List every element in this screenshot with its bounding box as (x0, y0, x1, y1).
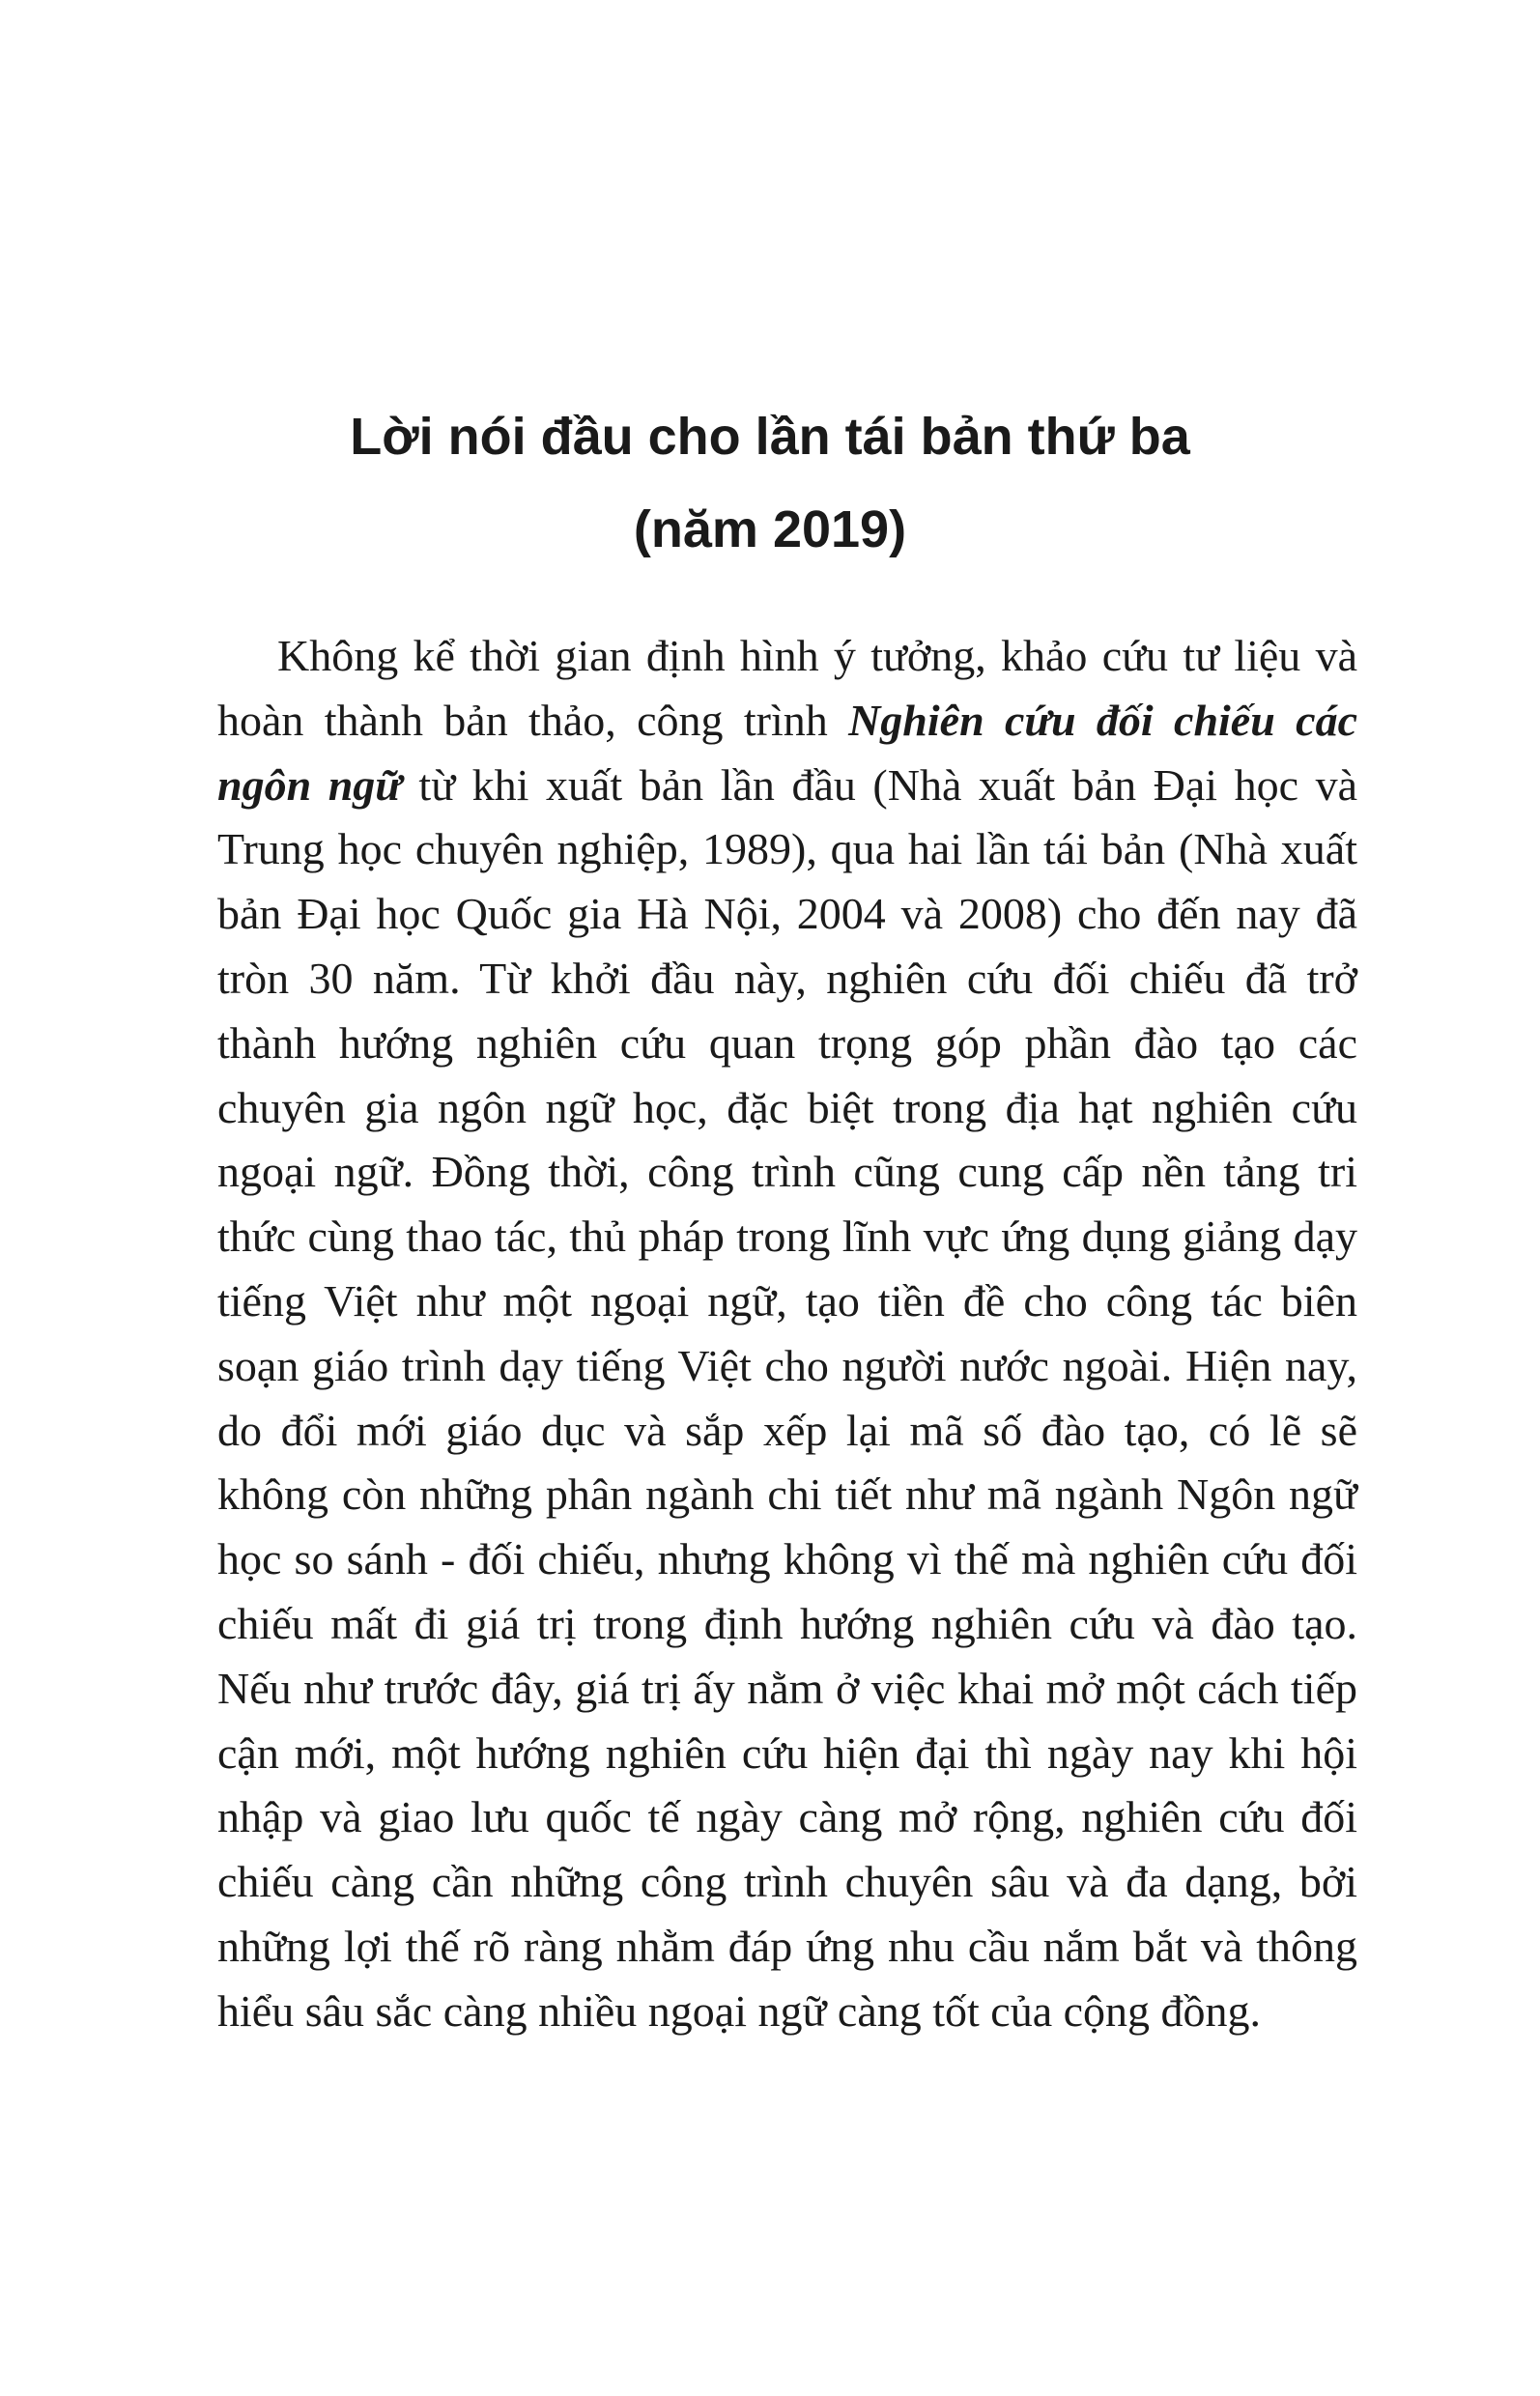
paragraph-text-part-1: Không kể thời gian định hình ý tưởng, khảo cứu tư liệu và hoàn thành bản thảo, công trình (217, 631, 1357, 745)
heading-line-2: (năm 2019) (633, 500, 907, 558)
book-title: Nghiên cứu đối chiếu các ngôn ngữ (217, 695, 1357, 810)
paragraph-text-part-2: từ khi xuất bản lần đầu (Nhà xuất bản Đại học và Trung học chuyên nghiệp, 1989), qua hai lần tái bản (Nhà xuất bản Đại học Quốc gia Hà Nội, 2004 và 2008) cho đến nay đã tròn 30 năm. Từ khởi đầu này, nghiên cứu đối chiếu đã trở thành hướng nghiên cứu quan trọng góp phần đào tạo các chuyên gia ngôn ngữ học, đặc biệt trong địa hạt nghiên cứu ngoại ngữ. Đồng thời, công trình cũng cung cấp nền tảng tri thức cùng thao tác, thủ pháp trong lĩnh vực ứng dụng giảng dạy tiếng Việt như một ngoại ngữ, tạo tiền đề cho công tác biên soạn giáo trình dạy tiếng Việt cho người nước ngoài. Hiện nay, do đổi mới giáo dục và sắp xếp lại mã số đào tạo, có lẽ sẽ không còn những phân ngành chi tiết như mã ngành Ngôn ngữ học so sánh - đối chiếu, nhưng không vì thế mà nghiên cứu đối chiếu mất đi giá trị trong định hướng nghiên cứu và đào tạo. Nếu như trước đây, giá trị ấy nằm ở việc khai mở một cách tiếp cận mới, một hướng nghiên cứu hiện đại thì ngày nay khi hội nhập và giao lưu quốc tế ngày càng mở rộng, nghiên cứu đối chiếu càng cần những công trình chuyên sâu và đa dạng, bởi những lợi thế rõ ràng nhằm đáp ứng nhu cầu nắm bắt và thông hiểu sâu sắc càng nhiều ngoại ngữ càng tốt của cộng đồng. (217, 759, 1357, 2036)
body-paragraph (217, 624, 1357, 2044)
heading-line-1: Lời nói đầu cho lần tái bản thứ ba (350, 408, 1190, 466)
